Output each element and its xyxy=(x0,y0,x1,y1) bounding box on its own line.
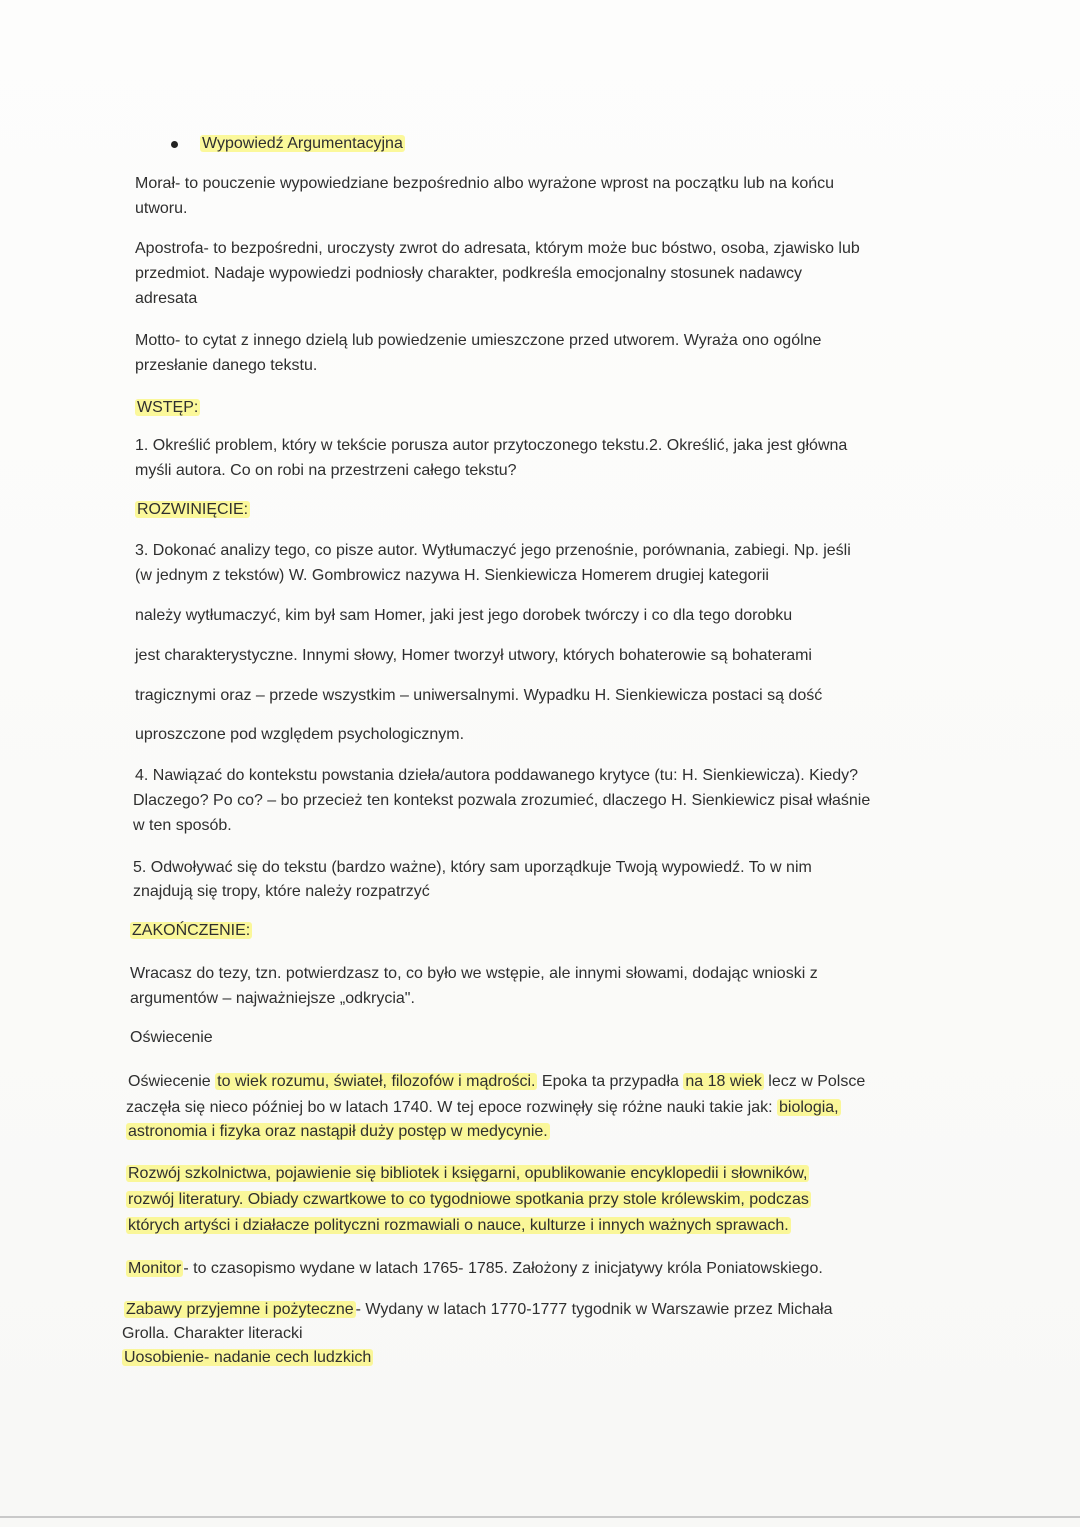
paragraph-line: Dlaczego? Po co? – bo przecież ten kontekst pozwala zrozumieć, dlaczego H. Sienkiewicz pisał właśnie xyxy=(133,792,871,809)
section-heading: ZAKOŃCZENIE: xyxy=(132,922,251,939)
paragraph-line: myśli autora. Co on robi na przestrzeni całego tekstu? xyxy=(135,462,517,479)
definition-line: Grolla. Charakter literacki xyxy=(122,1325,303,1342)
section-heading: Wypowiedź Argumentacyjna xyxy=(202,135,403,152)
paragraph-line: Oświecenie to wiek rozumu, świateł, filozofów i mądrości. Epoka ta przypadła na 18 wiek lecz w Polsce xyxy=(128,1073,866,1090)
definition-line: przedmiot. Nadaje wypowiedzi podniosły charakter, podkreśla emocjonalny stosunek nadawcy xyxy=(135,265,803,282)
definition-line: adresata xyxy=(135,290,198,307)
paragraph-line: 4. Nawiązać do kontekstu powstania dzieła/autora poddawanego krytyce (tu: H. Sienkiewicza). Kiedy? xyxy=(135,767,859,784)
paragraph-line: uproszczone pod względem psychologicznym. xyxy=(135,726,465,743)
paragraph-line: jest charakterystyczne. Innymi słowy, Homer tworzył utwory, których bohaterowie są bohaterami xyxy=(135,647,812,664)
definition-line: Apostrofa- to bezpośredni, uroczysty zwrot do adresata, którym może buc bóstwo, osoba, zjawisko lub xyxy=(135,240,860,257)
paragraph-line: rozwój literatury. Obiady czwartkowe to co tygodniowe spotkania przy stole królewskim, podczas xyxy=(128,1191,809,1208)
definition-line: Zabawy przyjemne i pożyteczne - Wydany w latach 1770-1777 tygodnik w Warszawie przez Michała xyxy=(126,1301,833,1318)
paragraph-line: znajdują się tropy, które należy rozpatrzyć xyxy=(133,883,430,900)
definition-line: Morał- to pouczenie wypowiedziane bezpośrednio albo wyrażone wprost na początku lub na końcu xyxy=(135,175,835,192)
paragraph-line: argumentów – najważniejsze „odkrycia". xyxy=(130,990,415,1007)
bullet-icon xyxy=(171,141,178,148)
paragraph-line: astronomia i fizyka oraz nastąpił duży postęp w medycynie. xyxy=(128,1123,548,1140)
paragraph-line: tragicznymi oraz – przede wszystkim – uniwersalnymi. Wypadku H. Sienkiewicza postaci są dość xyxy=(135,687,823,704)
section-heading: WSTĘP: xyxy=(137,399,199,416)
paragraph-line: zaczęła się nieco później bo w latach 1740. W tej epoce rozwinęły się różne nauki takie jak: biologia, xyxy=(126,1099,839,1116)
paragraph-line: Rozwój szkolnictwa, pojawienie się bibliotek i księgarni, opublikowanie encyklopedii i słowników, xyxy=(128,1165,808,1182)
definition-line: utworu. xyxy=(135,200,188,217)
paragraph-line: w ten sposób. xyxy=(133,817,232,834)
paragraph-line: należy wytłumaczyć, kim był sam Homer, jaki jest jego dorobek twórczy i co dla tego dorobku xyxy=(135,607,793,624)
definition-line: Motto- to cytat z innego dzielą lub powiedzenie umieszczone przed utworem. Wyraża ono ogólne xyxy=(135,332,822,349)
section-heading: Oświecenie xyxy=(130,1029,213,1046)
page-edge-divider xyxy=(0,1516,1080,1518)
paragraph-line: (w jednym z tekstów) W. Gombrowicz nazywa H. Sienkiewicza Homerem drugiej kategorii xyxy=(135,567,769,584)
paragraph-line: 3. Dokonać analizy tego, co pisze autor. Wytłumaczyć jego przenośnie, porównania, zabiegi. Np. jeśli xyxy=(135,542,851,559)
paragraph-line: 1. Określić problem, który w tekście porusza autor przytoczonego tekstu.2. Określić, jaka jest główna xyxy=(135,437,848,454)
definition-line: przesłanie danego tekstu. xyxy=(135,357,318,374)
paragraph-line: Wracasz do tezy, tzn. potwierdzasz to, co było we wstępie, ale innymi słowami, dodając wnioski z xyxy=(130,965,818,982)
definition-line: Monitor - to czasopismo wydane w latach 1765- 1785. Założony z inicjatywy króla Poniatowskiego. xyxy=(128,1260,823,1277)
section-heading: ROZWINIĘCIE: xyxy=(137,501,249,518)
paragraph-line: których artyści i działacze polityczni rozmawiali o nauce, kulturze i innych ważnych sprawach. xyxy=(128,1217,789,1234)
paragraph-line: 5. Odwoływać się do tekstu (bardzo ważne), który sam uporządkuje Twoją wypowiedź. To w nim xyxy=(133,859,812,876)
definition-line: Uosobienie- nadanie cech ludzkich xyxy=(124,1349,372,1366)
